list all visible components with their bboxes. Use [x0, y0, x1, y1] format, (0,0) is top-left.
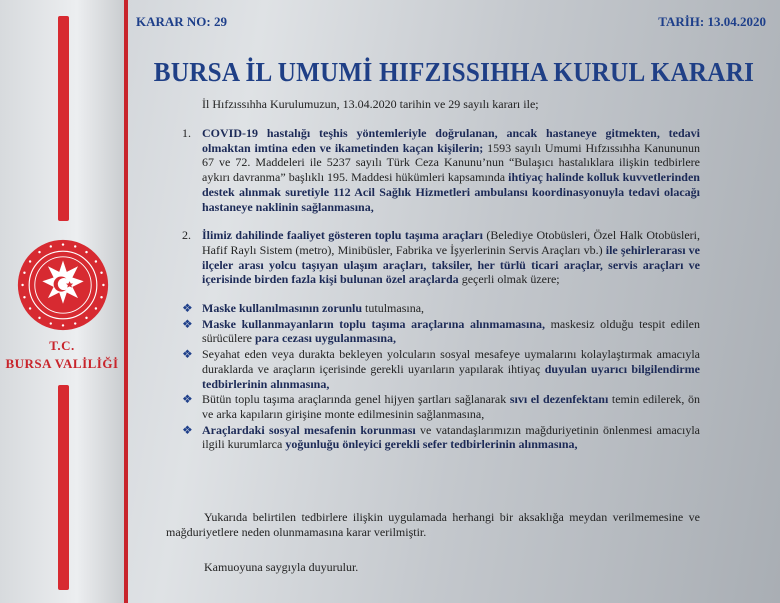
bullet-list: [166, 301, 700, 452]
bold-text-run: sıvı el dezenfektanı: [509, 392, 609, 407]
numbered-item: [166, 228, 700, 287]
red-stripe-top: [58, 16, 69, 221]
text-run: Bütün toplu taşıma araçlarında genel hijyen şartları sağlanarak: [202, 392, 510, 407]
bullet-text: [202, 347, 700, 391]
text-run: 1593 sayılı Umumi Hıfzıssıhha Kanununun 67 ve 72. Maddeleri ile 5237 sayılı Türk Ceza Kanunu’nun “Bulaşıcı hastalıklara ilişkin tedbirlere aykırı davranma” başlıklı 195. Maddesi hükümleri kapsamında: [202, 140, 700, 185]
bold-text-run: COVID-19 hastalığı teşhis yöntemleriyle doğrulanan, ancak hastaneye gitmekten, tedavi olmaktan imtina eden ve ikametinden kaçan kişilerin;: [202, 126, 700, 155]
decision-content: [166, 126, 700, 453]
text-run: tutulmasına,: [362, 301, 425, 316]
closing-paragraph: Yukarıda belirtilen tedbirlere ilişkin uygulamada herhangi bir aksaklığa meydan verilmemesine ve mağduriyetlere neden olunmamasına karar verilmiştir.: [166, 510, 700, 539]
item-text: [202, 228, 700, 287]
bullet-diamond-icon: ❖: [182, 347, 193, 362]
bullet-text: [202, 317, 700, 346]
bold-text-run: Maske kullanmayanların toplu taşıma araçlarına alınmamasına,: [202, 316, 545, 331]
bullet-text: [202, 423, 700, 452]
item-text: [202, 126, 700, 214]
numbered-item: [166, 126, 700, 214]
text-run: ve vatandaşlarımızın mağduriyetinin önlenmesi amacıyla ilgili kurumlarca: [202, 422, 700, 452]
numbered-items: [166, 126, 700, 287]
bold-text-run: ile şehirlerarası ve ilçeler arası yolcu taşıyan ulaşım araçları, taksiler, her türlü ticari araçlar, servis araçları ve içerisinde birden fazla kişi bulunan özel araçlarda: [202, 242, 700, 287]
turkish-presidency-seal-icon: [16, 238, 110, 332]
bullet-item: [166, 347, 700, 391]
bullet-diamond-icon: ❖: [182, 316, 193, 331]
bullet-text: [202, 301, 424, 316]
bullet-text: [202, 392, 700, 421]
governorship-name: BURSA VALİLİĞİ: [5, 356, 119, 371]
bold-text-run: yoğunluğu önleyici gerekli sefer tedbirlerinin alınmasına,: [285, 437, 578, 452]
intro-text: İl Hıfzıssıhha Kurulumuzun, 13.04.2020 tarihin ve 29 sayılı kararı ile;: [202, 97, 539, 111]
text-run: maskesiz olduğu tespit edilen sürücülere: [202, 316, 701, 346]
red-stripe-bottom: [58, 385, 69, 590]
decision-date: TARİH: 13.04.2020: [658, 14, 766, 29]
text-run: Seyahat eden veya durakta bekleyen yolcuların sosyal mesafeye uymalarını kolaylaştırmak amacıyla duraklarda ve araçların içerisinde gerekli uyarıların yapılarak ihtiyaç: [202, 347, 700, 376]
bullet-diamond-icon: ❖: [182, 422, 193, 437]
text-run: (Belediye Otobüsleri, Özel Halk Otobüsleri, Hafif Raylı Sistem (metro), Minibüsler, Fabrika ve İşyerlerinin Servis Araçları vb.): [202, 228, 700, 257]
bullet-item: [166, 423, 700, 452]
bold-text-run: Maske kullanılmasının zorunlu: [202, 301, 363, 316]
sidebar: [0, 0, 128, 603]
item-number: 2.: [182, 228, 191, 243]
greeting-text: Kamuoyuna saygıyla duyurulur.: [204, 560, 359, 574]
bold-text-run: ihtiyaç halinde kolluk kuvvetlerinden destek alınmak suretiyle 112 Acil Sağlık Hizmetleri ambulansı koordinasyonuyla tedavi olacağı hastaneye naklinin sağlanmasına,: [202, 170, 700, 214]
bold-text-run: duyulan uyarıcı bilgilendirme tedbirlerinin alınmasına,: [202, 361, 700, 391]
bold-text-run: Araçlardaki sosyal mesafenin korunması: [202, 422, 416, 437]
bullet-diamond-icon: ❖: [182, 301, 193, 316]
decision-number: KARAR NO: 29: [136, 14, 227, 29]
item-number: 1.: [182, 126, 191, 140]
governorship-label: [0, 338, 124, 372]
bullet-item: [166, 301, 700, 316]
bullet-item: [166, 317, 700, 346]
bold-text-run: İlimiz dahilinde faaliyet gösteren toplu taşıma araçları: [202, 228, 483, 243]
page-title: BURSA İL UMUMİ HIFZISSIHHA KURUL KARARI: [153, 57, 755, 87]
tc-label: T.C.: [49, 338, 75, 353]
bullet-diamond-icon: ❖: [182, 392, 193, 407]
sidebar-divider: [124, 0, 128, 603]
bullet-item: [166, 392, 700, 421]
bold-text-run: para cezası uygulanmasına,: [254, 331, 396, 346]
text-run: temin edilerek, ön ve arka kapıların girişine monte edilmesinin sağlanmasına,: [202, 392, 700, 421]
text-run: geçerli olmak üzere;: [458, 272, 560, 287]
